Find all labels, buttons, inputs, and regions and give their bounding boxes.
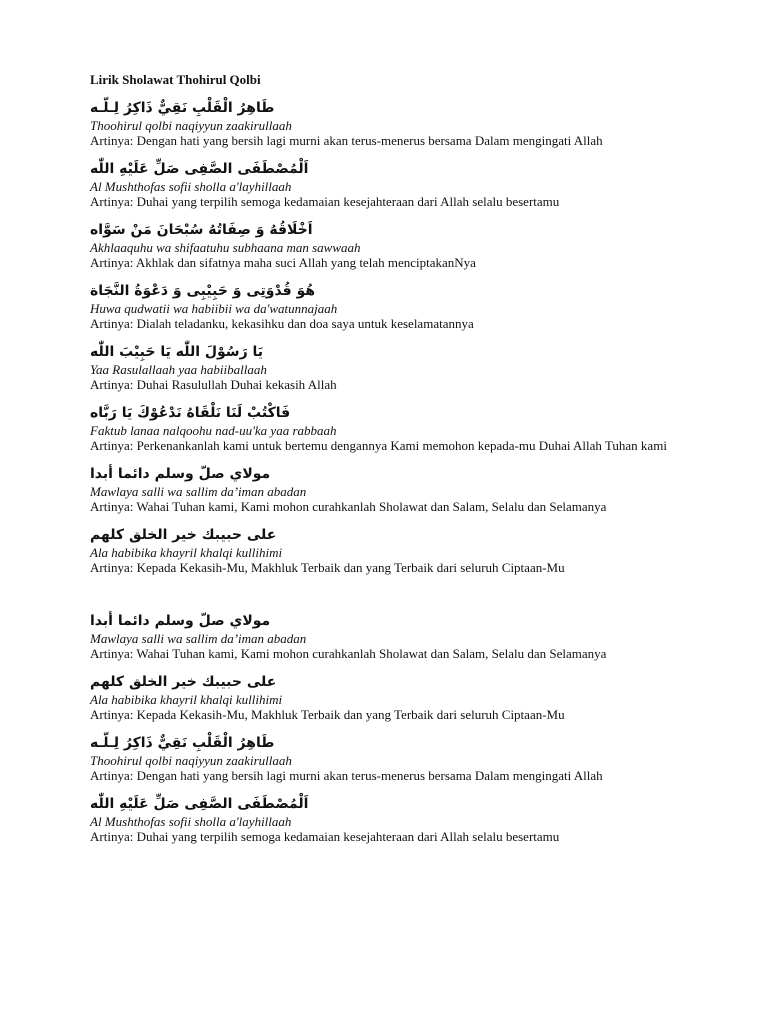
transliteration-line: Thoohirul qolbi naqiyyun zaakirullaah bbox=[90, 118, 292, 133]
lyric-stanza bbox=[90, 98, 670, 148]
lyric-stanza bbox=[90, 794, 670, 844]
document-title: Lirik Sholawat Thohirul Qolbi bbox=[90, 72, 261, 87]
arabic-line: اَخْلَاقُهُ وَ صِفَاتُهُ سُبْحَانَ مَنْ سَوَّاه bbox=[90, 222, 313, 238]
translation-line: Artinya: Duhai yang terpilih semoga kedamaian kesejahteraan dari Allah selalu besertamu bbox=[90, 194, 560, 209]
translation-line: Artinya: Wahai Tuhan kami, Kami mohon curahkanlah Sholawat dan Salam, Selalu dan Selamanya bbox=[90, 646, 607, 661]
translation-line: Artinya: Dengan hati yang bersih lagi murni akan terus-menerus bersama Dalam mengingati Allah bbox=[90, 768, 603, 783]
translation-line: Artinya: Kepada Kekasih-Mu, Makhluk Terbaik dan yang Terbaik dari seluruh Ciptaan-Mu bbox=[90, 707, 565, 722]
transliteration-line: Thoohirul qolbi naqiyyun zaakirullaah bbox=[90, 753, 292, 768]
arabic-line: مولاي صلّ وسلم دائما أبدا bbox=[90, 613, 271, 629]
document-body bbox=[90, 72, 670, 855]
arabic-line: طَاهِرُ الْقَلْبِ نَقِيٌّ ذَاكِرُ لِـلّـه bbox=[90, 100, 275, 116]
arabic-line: فَاكْتُبْ لَنَا نَلْقَاهُ نَدْعُوْكَ يَا رَبَّاه bbox=[90, 405, 291, 421]
arabic-line: اَلْمُصْطَفَى الصَّفِى صَلِّ عَلَيْهِ اللّٰه bbox=[90, 161, 309, 177]
arabic-line: هُوَ قُدْوَتِى وَ حَبِيْبِى وَ دَعْوَةُ النَّجَاة bbox=[90, 283, 316, 299]
transliteration-line: Huwa qudwatii wa habiibii wa da'watunnajaah bbox=[90, 301, 338, 316]
lyric-stanza bbox=[90, 281, 670, 331]
transliteration-line: Mawlaya salli wa sallim da’iman abadan bbox=[90, 631, 307, 646]
transliteration-line: Al Mushthofas sofii sholla a'layhillaah bbox=[90, 814, 292, 829]
lyric-stanza bbox=[90, 525, 670, 575]
translation-line: Artinya: Akhlak dan sifatnya maha suci Allah yang telah menciptakanNya bbox=[90, 255, 476, 270]
lyric-stanza bbox=[90, 672, 670, 722]
translation-line: Artinya: Dengan hati yang bersih lagi murni akan terus-menerus bersama Dalam mengingati Allah bbox=[90, 133, 603, 148]
arabic-line: مولاي صلّ وسلم دائما أبدا bbox=[90, 466, 271, 482]
lyric-stanza bbox=[90, 464, 670, 514]
lyric-stanza bbox=[90, 220, 670, 270]
transliteration-line: Akhlaaquhu wa shifaatuhu subhaana man sawwaah bbox=[90, 240, 361, 255]
translation-line: Artinya: Kepada Kekasih-Mu, Makhluk Terbaik dan yang Terbaik dari seluruh Ciptaan-Mu bbox=[90, 560, 565, 575]
translation-line: Artinya: Duhai Rasulullah Duhai kekasih Allah bbox=[90, 377, 337, 392]
arabic-line: يَا رَسُوْلَ اللّٰه يَا حَبِيْبَ اللّٰه bbox=[90, 344, 264, 360]
lyric-stanza bbox=[90, 403, 670, 453]
transliteration-line: Faktub lanaa nalqoohu nad-uu'ka yaa rabbaah bbox=[90, 423, 337, 438]
arabic-line: على حبيبك خير الخلق كلهم bbox=[90, 527, 277, 543]
translation-line: Artinya: Wahai Tuhan kami, Kami mohon curahkanlah Sholawat dan Salam, Selalu dan Selamanya bbox=[90, 499, 607, 514]
transliteration-line: Ala habibika khayril khalqi kullihimi bbox=[90, 545, 283, 560]
transliteration-line: Ala habibika khayril khalqi kullihimi bbox=[90, 692, 283, 707]
translation-line: Artinya: Duhai yang terpilih semoga kedamaian kesejahteraan dari Allah selalu besertamu bbox=[90, 829, 560, 844]
lyric-stanza bbox=[90, 342, 670, 392]
transliteration-line: Yaa Rasulallaah yaa habiiballaah bbox=[90, 362, 267, 377]
translation-line: Artinya: Dialah teladanku, kekasihku dan doa saya untuk keselamatannya bbox=[90, 316, 474, 331]
lyric-stanza bbox=[90, 611, 670, 661]
lyric-stanza bbox=[90, 733, 670, 783]
arabic-line: على حبيبك خير الخلق كلهم bbox=[90, 674, 277, 690]
arabic-line: اَلْمُصْطَفَى الصَّفِى صَلِّ عَلَيْهِ اللّٰه bbox=[90, 796, 309, 812]
lyric-stanza bbox=[90, 159, 670, 209]
arabic-line: طَاهِرُ الْقَلْبِ نَقِيٌّ ذَاكِرُ لِـلّـه bbox=[90, 735, 275, 751]
translation-line: Artinya: Perkenankanlah kami untuk bertemu dengannya Kami memohon kepada-mu Duhai Allah Tuhan kami bbox=[90, 438, 667, 453]
transliteration-line: Mawlaya salli wa sallim da’iman abadan bbox=[90, 484, 307, 499]
transliteration-line: Al Mushthofas sofii sholla a'layhillaah bbox=[90, 179, 292, 194]
